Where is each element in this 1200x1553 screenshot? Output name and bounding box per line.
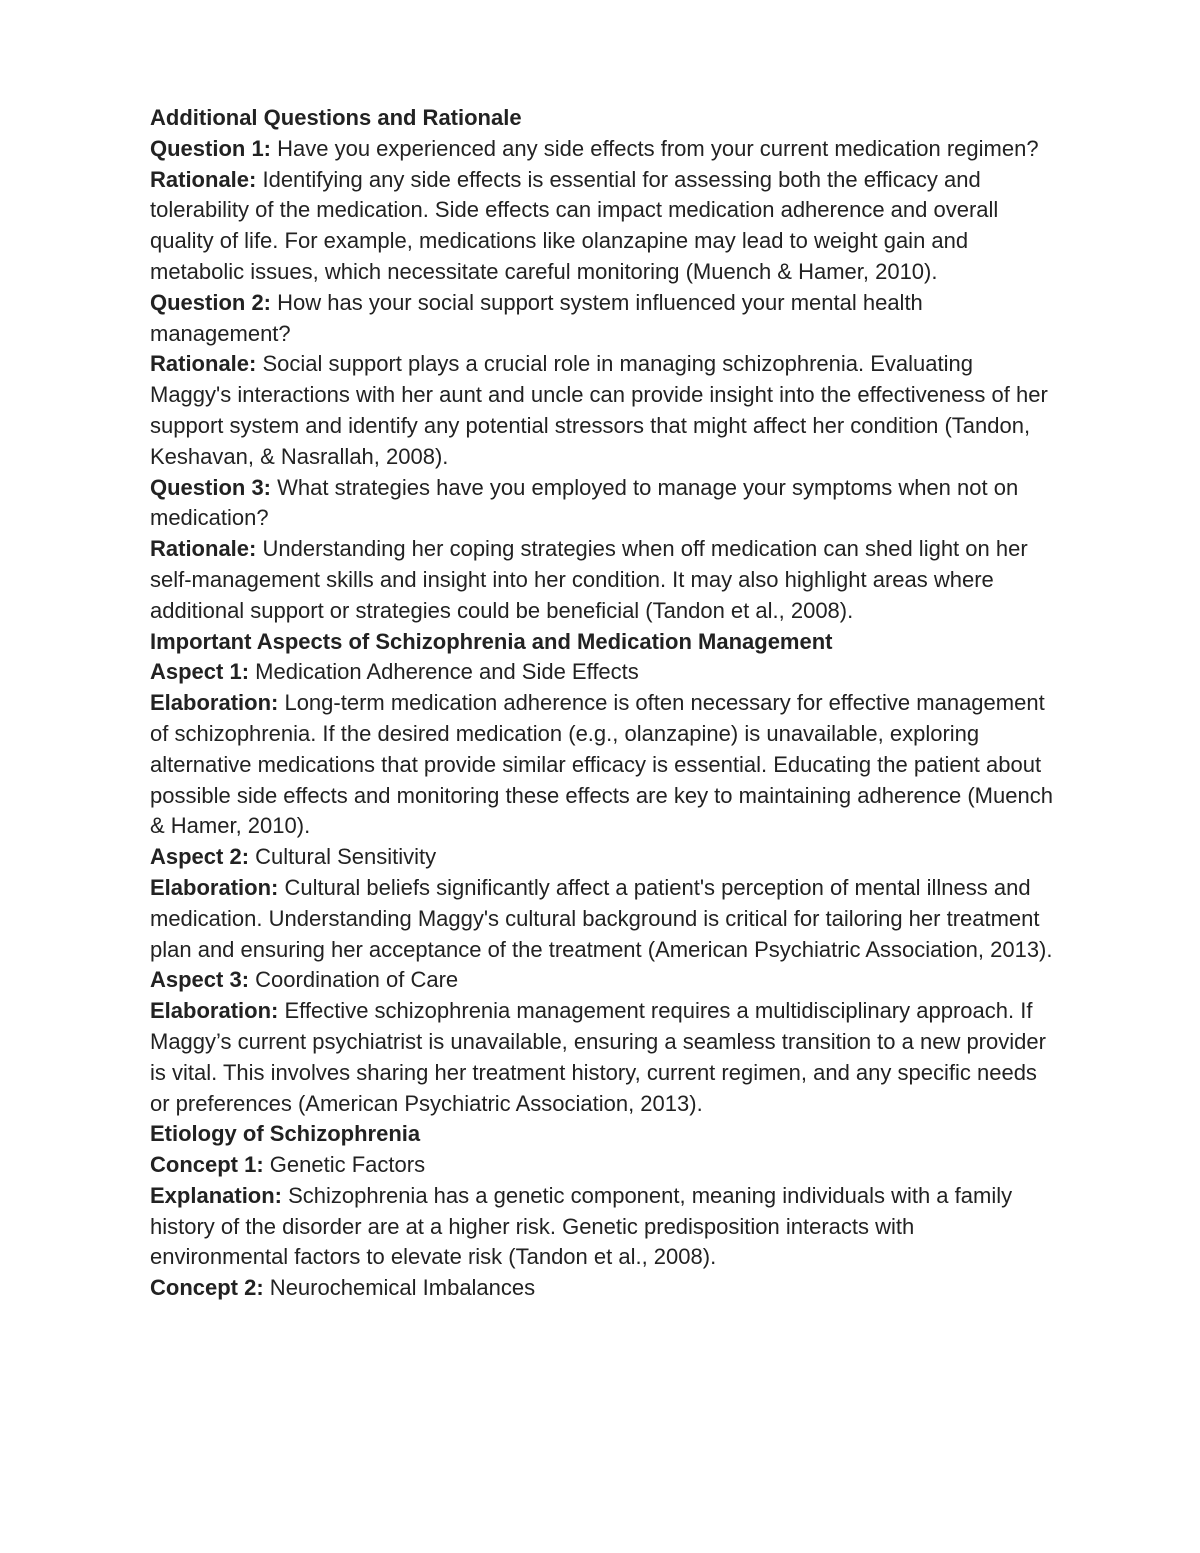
- label: Question 3:: [150, 474, 272, 500]
- paragraph-elaboration-3: [150, 996, 1055, 1119]
- paragraph-rationale-1: [150, 165, 1055, 288]
- paragraph-rationale-3: [150, 534, 1055, 626]
- paragraph-aspect-2: [150, 842, 1055, 873]
- paragraph-text: Understanding her coping strategies when off medication can shed light on her self-management skills and insight into her condition. It may also highlight areas where additional support or strategies could be beneficial (Tandon et al., 2008).: [150, 536, 1028, 623]
- paragraph-concept-1: [150, 1150, 1055, 1181]
- paragraph-aspect-1: [150, 657, 1055, 688]
- heading-important-aspects: Important Aspects of Schizophrenia and Medication Management: [150, 628, 833, 654]
- paragraph-text: Medication Adherence and Side Effects: [249, 659, 639, 685]
- label: Elaboration:: [150, 874, 279, 900]
- label: Rationale:: [150, 351, 257, 377]
- label: Concept 1:: [150, 1152, 264, 1178]
- paragraph-text: Identifying any side effects is essential for assessing both the efficacy and tolerability of the medication. Side effects can impact medication adherence and overall quality of life. For example, medications like olanzapine may lead to weight gain and metabolic issues, which necessitate careful monitoring (Muench & Hamer, 2010).: [150, 166, 999, 284]
- paragraph-rationale-2: [150, 349, 1055, 472]
- paragraph-text: Have you experienced any side effects from your current medication regimen?: [271, 135, 1039, 161]
- document-page: [150, 103, 1055, 1304]
- paragraph-question-2: [150, 288, 1055, 350]
- paragraph-question-3: [150, 473, 1055, 535]
- label: Elaboration:: [150, 690, 279, 716]
- paragraph-text: Cultural beliefs significantly affect a patient's perception of mental illness and medication. Understanding Maggy's cultural background is critical for tailoring her treatment plan and ensuring her acceptance of the treatment (American Psychiatric Association, 2013).: [150, 874, 1053, 962]
- paragraph-text: Coordination of Care: [249, 967, 459, 993]
- paragraph-explanation-1: [150, 1181, 1055, 1273]
- paragraph-concept-2: [150, 1273, 1055, 1304]
- paragraph-elaboration-2: [150, 873, 1055, 965]
- label: Explanation:: [150, 1182, 283, 1208]
- paragraph-text: Social support plays a crucial role in managing schizophrenia. Evaluating Maggy's interactions with her aunt and uncle can provide insight into the effectiveness of her support system and identify any potential stressors that might affect her condition (Tandon, Keshavan, & Nasrallah, 2008).: [150, 351, 1048, 469]
- paragraph-text: Effective schizophrenia management requires a multidisciplinary approach. If Maggy’s current psychiatrist is unavailable, ensuring a seamless transition to a new provider is vital. This involves sharing her treatment history, current regimen, and any specific needs or preferences (American Psychiatric Association, 2013).: [150, 998, 1046, 1116]
- label: Question 2:: [150, 289, 272, 315]
- heading-etiology: Etiology of Schizophrenia: [150, 1121, 421, 1147]
- label: Concept 2:: [150, 1275, 264, 1301]
- paragraph-text: Cultural Sensitivity: [249, 844, 437, 870]
- paragraph-text: Schizophrenia has a genetic component, meaning individuals with a family history of the disorder are at a higher risk. Genetic predisposition interacts with environmental factors to elevate risk (Tandon et al., 2008).: [150, 1182, 1013, 1270]
- paragraph-text: Genetic Factors: [263, 1152, 426, 1178]
- paragraph-question-1: [150, 134, 1055, 165]
- paragraph-text: How has your social support system influenced your mental health management?: [150, 289, 923, 346]
- paragraph-text: What strategies have you employed to manage your symptoms when not on medication?: [150, 474, 1019, 531]
- label: Elaboration:: [150, 998, 279, 1024]
- label: Aspect 2:: [150, 844, 250, 870]
- label: Question 1:: [150, 135, 272, 161]
- paragraph-aspect-3: [150, 965, 1055, 996]
- label: Aspect 1:: [150, 659, 250, 685]
- paragraph-text: Neurochemical Imbalances: [263, 1275, 536, 1301]
- paragraph-elaboration-1: [150, 688, 1055, 842]
- heading-additional-questions: Additional Questions and Rationale: [150, 105, 522, 130]
- paragraph-text: Long-term medication adherence is often necessary for effective management of schizophrenia. If the desired medication (e.g., olanzapine) is unavailable, exploring alternative medications that provide similar efficacy is essential. Educating the patient about possible side effects and monitoring these effects are key to maintaining adherence (Muench & Hamer, 2010).: [150, 690, 1053, 839]
- label: Aspect 3:: [150, 967, 250, 993]
- label: Rationale:: [150, 166, 257, 192]
- label: Rationale:: [150, 536, 257, 562]
